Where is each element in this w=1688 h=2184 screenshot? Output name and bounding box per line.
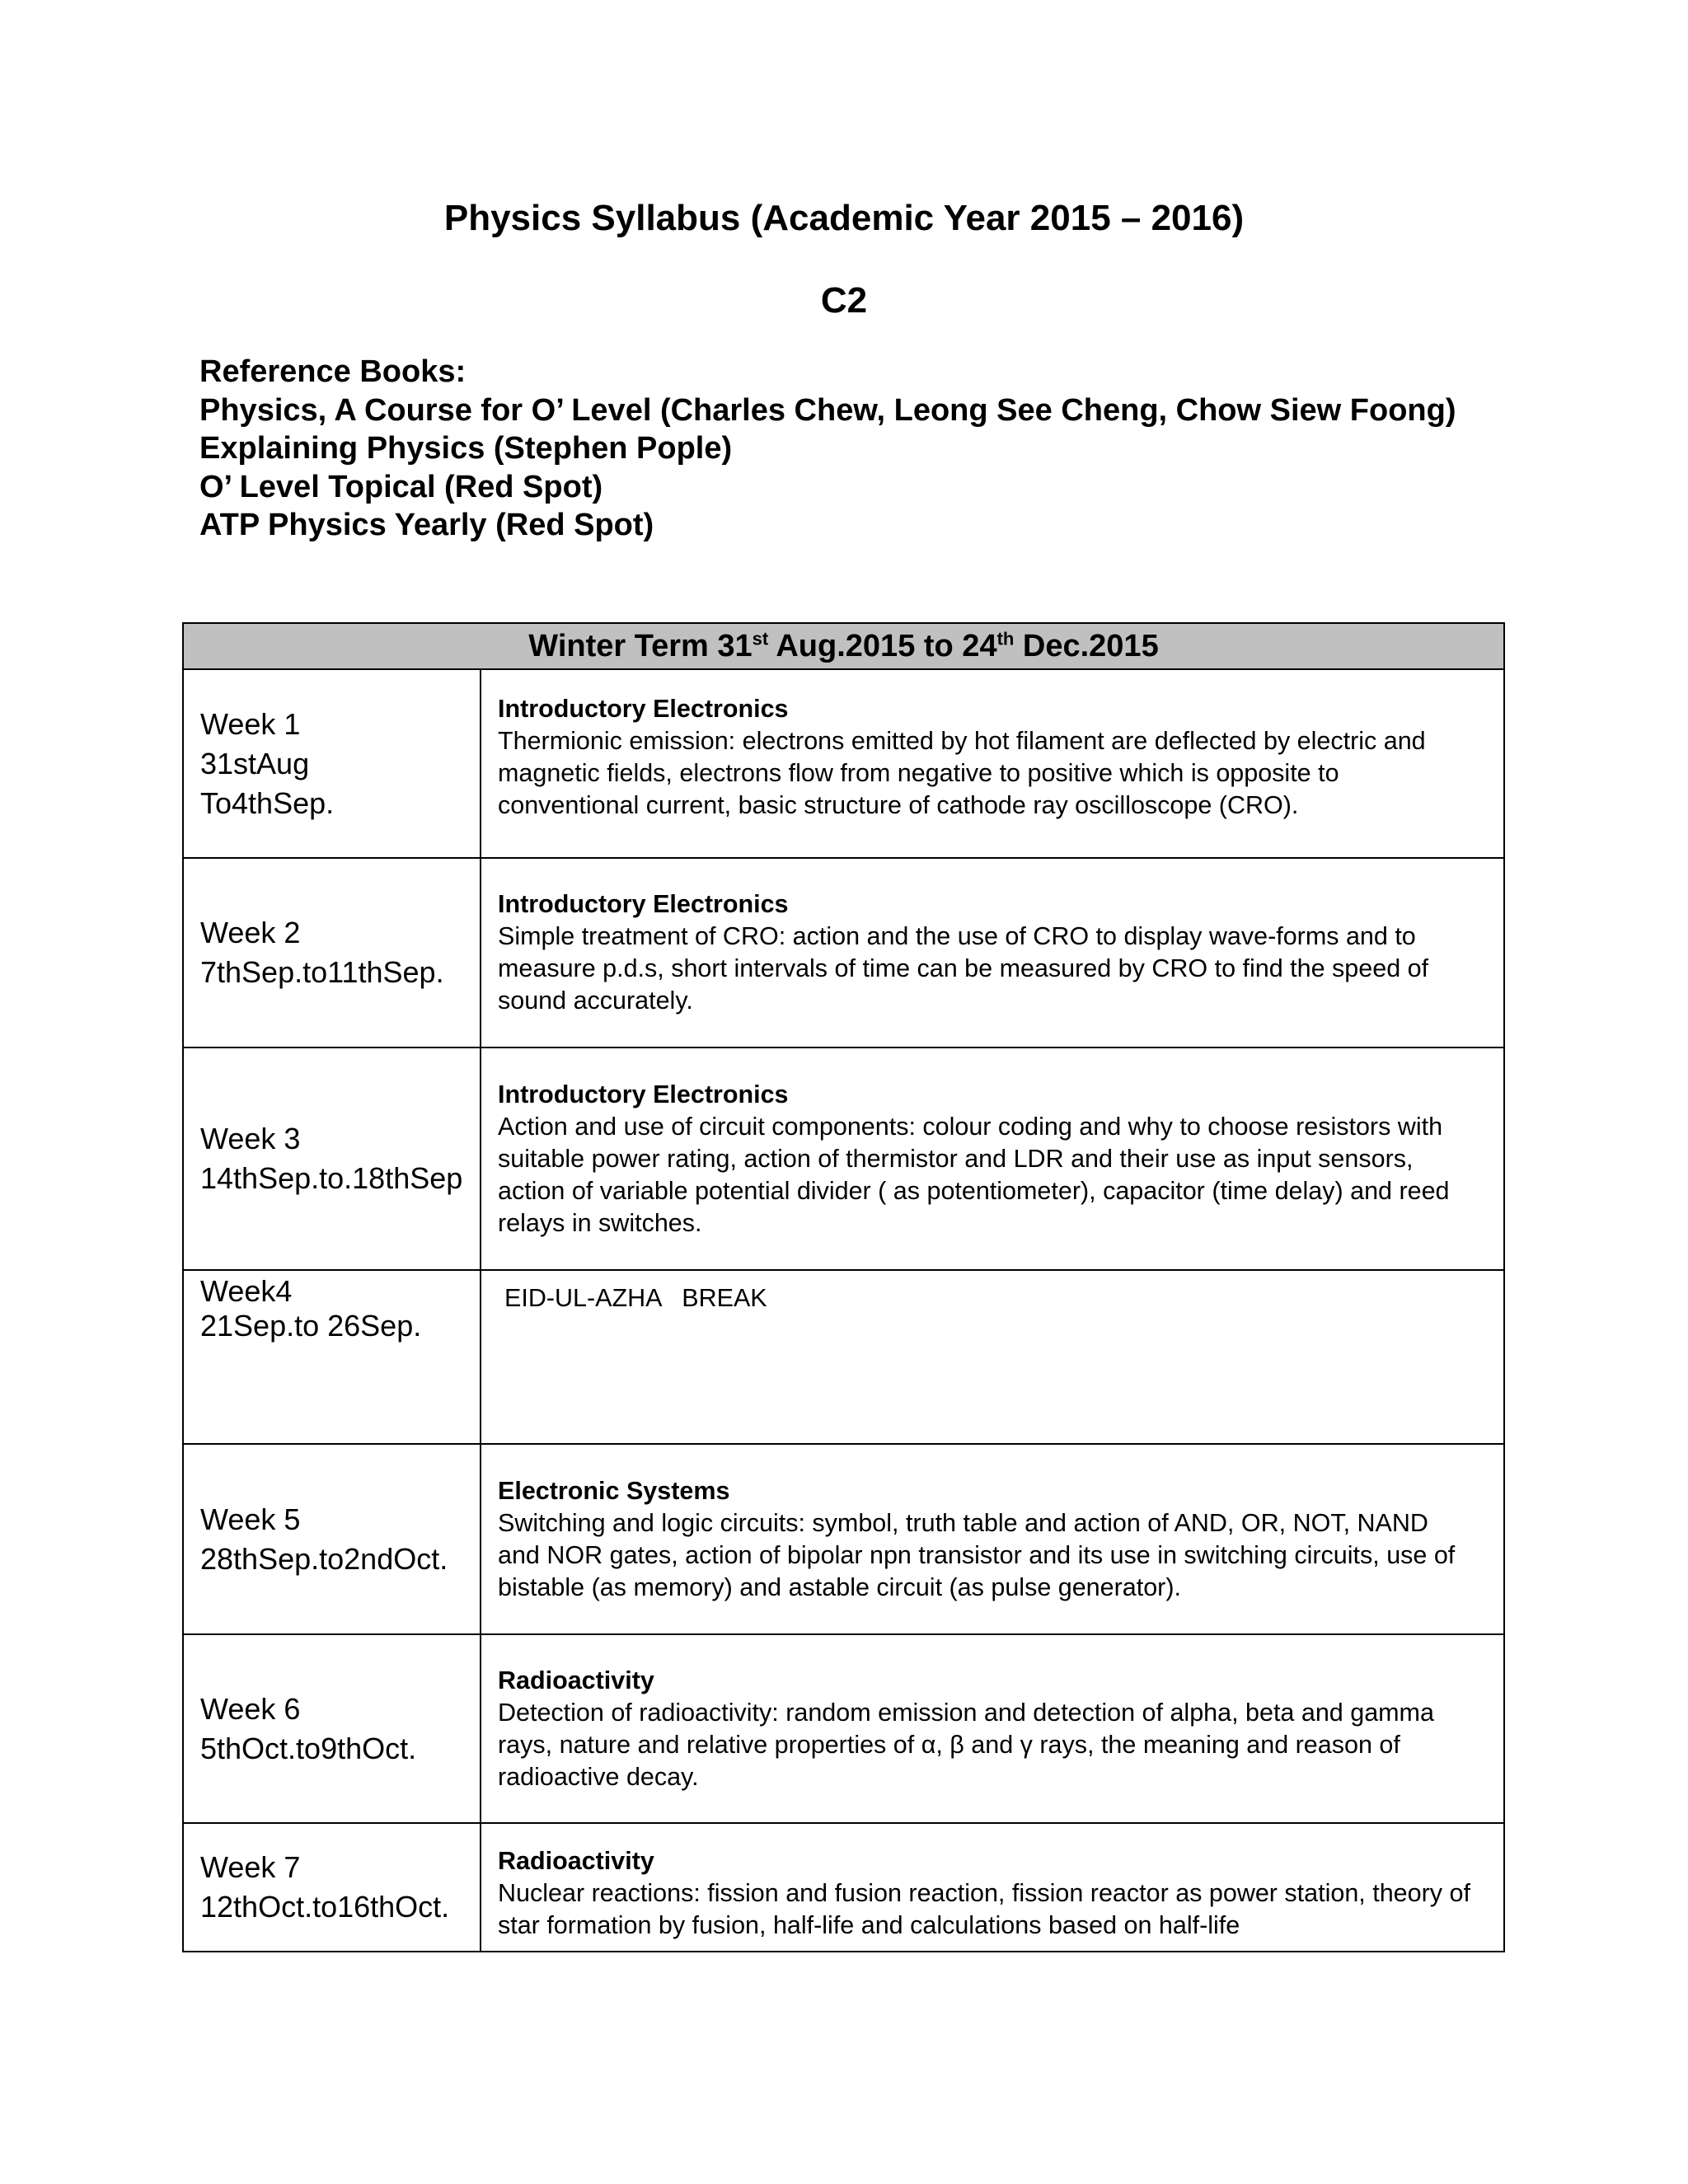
break-note: EID-UL-AZHA BREAK (504, 1284, 767, 1312)
week-label: Week 2 (200, 916, 301, 949)
week-cell (183, 858, 481, 1047)
week-label: Week 6 (200, 1691, 301, 1726)
reference-book: Physics, A Course for O’ Level (Charles Chew, Leong See Cheng, Chow Siew Foong) (199, 392, 1456, 428)
topic-description: Nuclear reactions: fission and fusion reaction, fission reactor as power station, theory of star formation by fusion, half-life and calculations based on half-life (498, 1878, 1470, 1939)
topic-title: Electronic Systems (498, 1476, 730, 1505)
week-dates: 5thOct.to9thOct. (200, 1731, 417, 1765)
reference-book: O’ Level Topical (Red Spot) (199, 469, 603, 504)
term-sup: th (996, 627, 1015, 649)
week-label: Week 5 (200, 1502, 301, 1536)
topic-title: Introductory Electronics (498, 694, 789, 723)
week-cell (183, 1823, 481, 1952)
table-row (183, 1444, 1504, 1634)
table-row (183, 1270, 1504, 1444)
week-dates: 14thSep.to.18thSep (200, 1161, 463, 1195)
week-cell (183, 1444, 481, 1634)
week-dates: 28thSep.to2ndOct. (200, 1541, 448, 1576)
topic-title: Introductory Electronics (498, 890, 789, 918)
week-label: Week4 (200, 1274, 293, 1308)
table-row (183, 858, 1504, 1047)
topic-cell (481, 1047, 1504, 1270)
topic-title: Radioactivity (498, 1666, 654, 1694)
topic-description: Switching and logic circuits: symbol, truth table and action of AND, OR, NOT, NAND and NOR gates, action of bipolar npn transistor and its use in switching circuits, use of bistable (as memory) and astable circuit (as pulse generator). (498, 1508, 1456, 1601)
reference-book: Explaining Physics (Stephen Pople) (199, 431, 733, 466)
topic-cell (481, 1823, 1504, 1952)
table-row (183, 1823, 1504, 1952)
class-code: C2 (820, 280, 868, 321)
reference-books (199, 353, 1485, 545)
term-text: Aug.2015 to 24 (768, 628, 997, 663)
topic-description: Thermionic emission: electrons emitted by hot filament are deflected by electric and magnetic fields, electrons flow from negative to positive which is opposite to conventional current, basic structure of cathode ray oscilloscope (CRO). (498, 726, 1426, 819)
week-cell (183, 1047, 481, 1270)
week-label: Week 7 (200, 1850, 301, 1884)
week-cell (183, 1270, 481, 1444)
table-row (183, 1047, 1504, 1270)
topic-title: Introductory Electronics (498, 1080, 789, 1108)
topic-cell (481, 669, 1504, 858)
term-header (183, 623, 1504, 669)
topic-description: Action and use of circuit components: colour coding and why to choose resistors with suitable power rating, action of thermistor and LDR and their use as input sensors, action of variable potential divider ( as potentiometer), capacitor (time delay) and reed relays in switches. (498, 1112, 1450, 1237)
topic-description: Detection of radioactivity: random emission and detection of alpha, beta and gamma rays, nature and relative properties of α, β and γ rays, the meaning and reason of radioactive decay. (498, 1698, 1434, 1791)
term-text: Winter Term 31 (528, 628, 753, 663)
topic-cell (481, 1444, 1504, 1634)
syllabus-table (182, 622, 1505, 1952)
week-label: Week 3 (200, 1122, 301, 1155)
week-label: Week 1 (200, 706, 301, 741)
week-dates: 31stAug (200, 746, 310, 780)
week-dates: 7thSep.to11thSep. (200, 955, 444, 989)
week-dates: 12thOct.to16thOct. (200, 1890, 450, 1924)
term-text: Dec.2015 (1014, 628, 1159, 663)
page-title: Physics Syllabus (Academic Year 2015 – 2016) (443, 198, 1245, 238)
week-cell (183, 669, 481, 858)
topic-title: Radioactivity (498, 1846, 654, 1875)
topic-description: Simple treatment of CRO: action and the use of CRO to display wave-forms and to measure p.d.s, short intervals of time can be measured by CRO to find the speed of sound accurately. (498, 922, 1429, 1015)
reference-heading: Reference Books: (199, 354, 467, 389)
week-dates: To4thSep. (200, 785, 335, 820)
topic-cell (481, 1270, 1504, 1444)
week-cell (183, 1634, 481, 1823)
topic-cell (481, 858, 1504, 1047)
week-dates: 21Sep.to 26Sep. (200, 1309, 422, 1343)
topic-cell (481, 1634, 1504, 1823)
reference-book: ATP Physics Yearly (Red Spot) (199, 508, 654, 542)
table-row (183, 669, 1504, 858)
term-sup: st (752, 627, 769, 649)
table-row (183, 1634, 1504, 1823)
